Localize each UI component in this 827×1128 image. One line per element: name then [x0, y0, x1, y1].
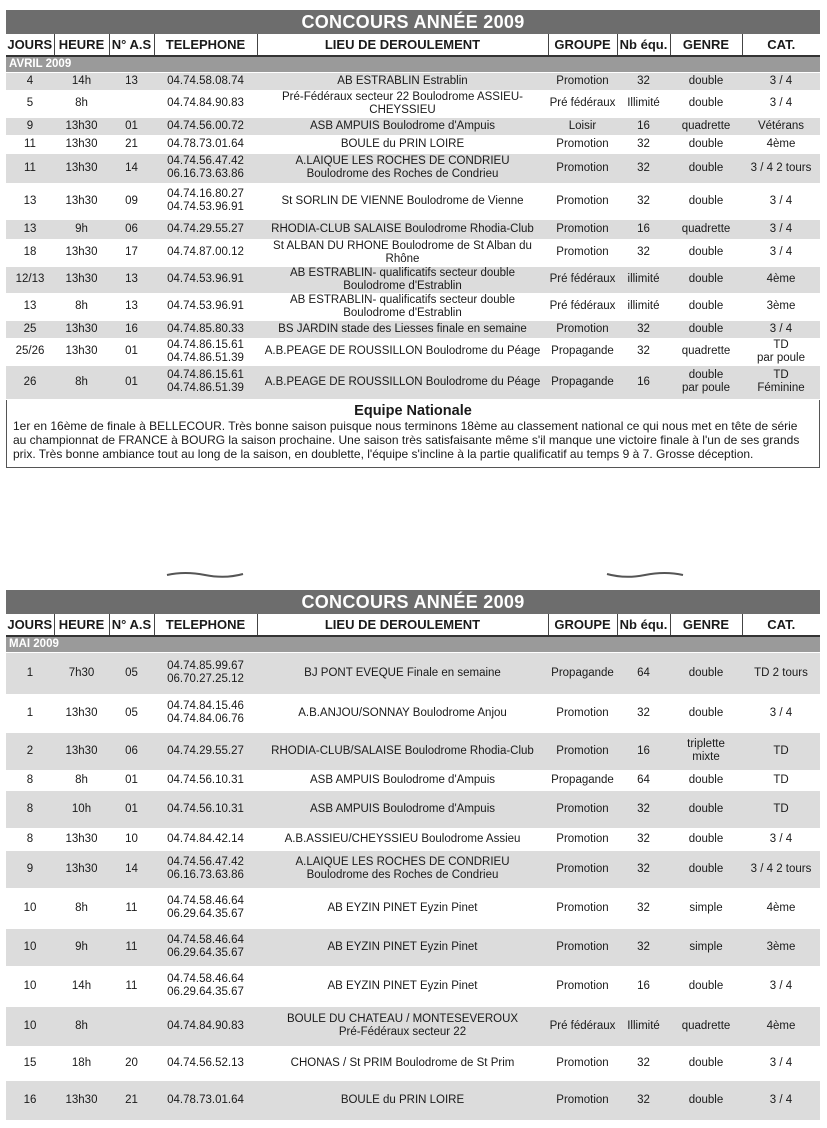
cell-genre: double: [670, 320, 742, 338]
cell-genre: double: [670, 293, 742, 320]
cell-jours: 4: [6, 72, 54, 90]
table-row: [6, 183, 820, 219]
cell-heure: 10h: [54, 790, 109, 828]
cell-categorie: 4ème: [742, 266, 820, 293]
cell-heure: 8h: [54, 365, 109, 399]
cell-categorie: TD 2 tours: [742, 652, 820, 694]
cell-telephone: 04.74.84.90.83: [154, 1006, 257, 1046]
cell-lieu: BOULE du PRIN LOIRE: [257, 135, 548, 153]
cell-jours: 16: [6, 1080, 54, 1120]
cell-lieu: RHODIA-CLUB SALAISE Boulodrome Rhodia-Club: [257, 219, 548, 239]
table-header-row: [6, 34, 820, 56]
table-row: [6, 266, 820, 293]
cell-heure: 13h30: [54, 828, 109, 850]
cell-heure: 8h: [54, 293, 109, 320]
cell-groupe: Pré fédéraux: [548, 266, 617, 293]
header-heure: HEURE: [54, 614, 109, 636]
cell-telephone: 04.74.56.00.72: [154, 117, 257, 135]
cell-groupe: Pré fédéraux: [548, 1006, 617, 1046]
cell-heure: 13h30: [54, 1080, 109, 1120]
cell-groupe: Promotion: [548, 219, 617, 239]
cell-genre: quadrette: [670, 338, 742, 365]
equipe-nationale-title: Equipe Nationale: [354, 402, 472, 419]
cell-categorie: 4ème: [742, 888, 820, 928]
cell-telephone: 04.74.86.15.61 04.74.86.51.39: [154, 338, 257, 365]
cell-lieu: AB ESTRABLIN Estrablin: [257, 72, 548, 90]
cell-nb-equipes: 32: [617, 338, 670, 365]
cell-telephone: 04.74.56.10.31: [154, 770, 257, 790]
cell-nb-equipes: 16: [617, 966, 670, 1006]
cell-genre: double: [670, 1080, 742, 1120]
table-row: [6, 72, 820, 90]
cell-lieu: AB ESTRABLIN- qualificatifs secteur double Boulodrome d'Estrablin: [257, 293, 548, 320]
table-row: [6, 828, 820, 850]
cell-lieu: BS JARDIN stade des Liesses finale en semaine: [257, 320, 548, 338]
cell-numero-as: 11: [109, 966, 154, 1006]
cell-genre: double: [670, 694, 742, 732]
cell-heure: 13h30: [54, 732, 109, 770]
header-categorie: CAT.: [742, 614, 820, 636]
cell-telephone: 04.74.58.46.64 06.29.64.35.67: [154, 928, 257, 966]
cell-heure: 13h30: [54, 850, 109, 888]
month-label: MAI 2009: [6, 636, 820, 652]
cell-genre: double: [670, 828, 742, 850]
cell-numero-as: 14: [109, 153, 154, 183]
cell-numero-as: 06: [109, 219, 154, 239]
cell-numero-as: 05: [109, 652, 154, 694]
cell-groupe: Promotion: [548, 320, 617, 338]
cell-lieu: ASB AMPUIS Boulodrome d'Ampuis: [257, 790, 548, 828]
cell-lieu: A.LAIQUE LES ROCHES DE CONDRIEU Boulodrome des Roches de Condrieu: [257, 153, 548, 183]
header-nb-equipes: Nb équ.: [617, 34, 670, 56]
cell-categorie: TD: [742, 732, 820, 770]
table-row: [6, 320, 820, 338]
equipe-nationale-text: 1er en 16ème de finale à BELLECOUR. Très bonne saison puisque nous terminons 18ème au classement national ce qui nous met en tête de série au championnat de FRANCE à BOURG la saison prochaine. Une saison très satisfaisante même s'il manque une victoire finale à l'un de ses grands prix. Très bonne ambiance tout au long de la saison, en doublette, l'équipe s'incline à la partie qualificatif au temps 9 à 7. Grosse déception.: [13, 418, 800, 461]
cell-lieu: A.LAIQUE LES ROCHES DE CONDRIEU Boulodrome des Roches de Condrieu: [257, 850, 548, 888]
cell-numero-as: [109, 1006, 154, 1046]
cell-groupe: Promotion: [548, 1046, 617, 1080]
cell-categorie: 3 / 4 2 tours: [742, 850, 820, 888]
cell-genre: double: [670, 266, 742, 293]
section-banner: CONCOURS ANNÉE 2009: [6, 590, 820, 614]
cell-numero-as: 20: [109, 1046, 154, 1080]
cell-groupe: Propagande: [548, 652, 617, 694]
header-telephone: TELEPHONE: [154, 34, 257, 56]
cell-numero-as: 11: [109, 928, 154, 966]
cell-genre: double: [670, 770, 742, 790]
table-row: [6, 239, 820, 266]
cell-heure: 13h30: [54, 338, 109, 365]
cell-nb-equipes: 32: [617, 790, 670, 828]
cell-heure: 13h30: [54, 694, 109, 732]
cell-telephone: 04.74.29.55.27: [154, 219, 257, 239]
cell-lieu: A.B.PEAGE DE ROUSSILLON Boulodrome du Péage: [257, 338, 548, 365]
cell-categorie: TD par poule: [742, 338, 820, 365]
cell-heure: 9h: [54, 219, 109, 239]
cell-nb-equipes: 32: [617, 239, 670, 266]
table-row: [6, 928, 820, 966]
cell-genre: double: [670, 90, 742, 117]
cell-numero-as: 13: [109, 266, 154, 293]
cell-numero-as: 01: [109, 338, 154, 365]
cell-nb-equipes: 32: [617, 72, 670, 90]
cell-groupe: Promotion: [548, 888, 617, 928]
cell-nb-equipes: 32: [617, 928, 670, 966]
header-genre: GENRE: [670, 34, 742, 56]
cell-groupe: Promotion: [548, 694, 617, 732]
cell-numero-as: 01: [109, 365, 154, 399]
table-row: [6, 293, 820, 320]
cell-genre: double: [670, 135, 742, 153]
cell-jours: 8: [6, 770, 54, 790]
cell-categorie: 3 / 4: [742, 1080, 820, 1120]
cell-categorie: 3 / 4: [742, 966, 820, 1006]
cell-lieu: ASB AMPUIS Boulodrome d'Ampuis: [257, 770, 548, 790]
cell-numero-as: 01: [109, 770, 154, 790]
cell-lieu: RHODIA-CLUB/SALAISE Boulodrome Rhodia-Club: [257, 732, 548, 770]
cell-telephone: 04.74.16.80.27 04.74.53.96.91: [154, 183, 257, 219]
cell-nb-equipes: 16: [617, 365, 670, 399]
cell-nb-equipes: 16: [617, 117, 670, 135]
cell-telephone: 04.74.85.80.33: [154, 320, 257, 338]
cell-groupe: Promotion: [548, 928, 617, 966]
cell-genre: quadrette: [670, 219, 742, 239]
cell-nb-equipes: 32: [617, 153, 670, 183]
cell-genre: double: [670, 183, 742, 219]
header-numero-as: N° A.S: [109, 614, 154, 636]
cell-groupe: Propagande: [548, 770, 617, 790]
cell-heure: 13h30: [54, 183, 109, 219]
cell-categorie: 4ème: [742, 1006, 820, 1046]
cell-nb-equipes: 32: [617, 850, 670, 888]
table-row: [6, 790, 820, 828]
cell-heure: 13h30: [54, 117, 109, 135]
cell-numero-as: 21: [109, 135, 154, 153]
cell-genre: double par poule: [670, 365, 742, 399]
cell-genre: triplette mixte: [670, 732, 742, 770]
cell-jours: 26: [6, 365, 54, 399]
cell-jours: 10: [6, 966, 54, 1006]
cell-nb-equipes: 32: [617, 694, 670, 732]
cell-numero-as: 01: [109, 117, 154, 135]
cell-groupe: Pré fédéraux: [548, 293, 617, 320]
cell-genre: simple: [670, 928, 742, 966]
cell-numero-as: 16: [109, 320, 154, 338]
cell-heure: 13h30: [54, 266, 109, 293]
cell-telephone: 04.74.29.55.27: [154, 732, 257, 770]
cell-telephone: 04.74.84.42.14: [154, 828, 257, 850]
cell-telephone: 04.74.58.08.74: [154, 72, 257, 90]
cell-groupe: Promotion: [548, 239, 617, 266]
cell-jours: 12/13: [6, 266, 54, 293]
cell-jours: 8: [6, 790, 54, 828]
cell-groupe: Loisir: [548, 117, 617, 135]
cell-genre: double: [670, 1046, 742, 1080]
cell-nb-equipes: 64: [617, 652, 670, 694]
cell-categorie: 3 / 4: [742, 828, 820, 850]
cell-heure: 13h30: [54, 239, 109, 266]
cell-categorie: 3 / 4: [742, 90, 820, 117]
cell-nb-equipes: 16: [617, 219, 670, 239]
cell-telephone: 04.78.73.01.64: [154, 1080, 257, 1120]
cell-groupe: Promotion: [548, 72, 617, 90]
cell-lieu: A.B.PEAGE DE ROUSSILLON Boulodrome du Péage: [257, 365, 548, 399]
cell-nb-equipes: 32: [617, 828, 670, 850]
cell-nb-equipes: illimité: [617, 266, 670, 293]
cell-groupe: Promotion: [548, 1080, 617, 1120]
cell-genre: double: [670, 72, 742, 90]
cell-categorie: 3 / 4: [742, 694, 820, 732]
cell-telephone: 04.74.53.96.91: [154, 266, 257, 293]
cell-telephone: 04.78.73.01.64: [154, 135, 257, 153]
cell-heure: 8h: [54, 888, 109, 928]
cell-jours: 9: [6, 850, 54, 888]
cell-groupe: Promotion: [548, 153, 617, 183]
cell-nb-equipes: 32: [617, 888, 670, 928]
table-row: [6, 1006, 820, 1046]
table-row: [6, 90, 820, 117]
cell-jours: 1: [6, 694, 54, 732]
cell-numero-as: 13: [109, 72, 154, 90]
cell-genre: simple: [670, 888, 742, 928]
cell-lieu: St ALBAN DU RHONE Boulodrome de St Alban du Rhône: [257, 239, 548, 266]
cell-lieu: A.B.ASSIEU/CHEYSSIEU Boulodrome Assieu: [257, 828, 548, 850]
header-nb-equipes: Nb équ.: [617, 614, 670, 636]
section-banner: CONCOURS ANNÉE 2009: [6, 10, 820, 34]
cell-lieu: BOULE DU CHATEAU / MONTESEVEROUX Pré-Fédéraux secteur 22: [257, 1006, 548, 1046]
cell-nb-equipes: 64: [617, 770, 670, 790]
cell-categorie: 3 / 4: [742, 219, 820, 239]
cell-telephone: 04.74.56.52.13: [154, 1046, 257, 1080]
cell-telephone: 04.74.87.00.12: [154, 239, 257, 266]
cell-numero-as: 13: [109, 293, 154, 320]
cell-lieu: AB EYZIN PINET Eyzin Pinet: [257, 966, 548, 1006]
cell-heure: 14h: [54, 966, 109, 1006]
cell-telephone: 04.74.56.47.42 06.16.73.63.86: [154, 850, 257, 888]
cell-telephone: 04.74.86.15.61 04.74.86.51.39: [154, 365, 257, 399]
cell-heure: 13h30: [54, 153, 109, 183]
table-row: [6, 1046, 820, 1080]
cell-heure: 13h30: [54, 135, 109, 153]
table-row: [6, 365, 820, 399]
concours-section-may: [6, 590, 820, 1121]
cell-categorie: TD: [742, 790, 820, 828]
cell-genre: double: [670, 153, 742, 183]
cell-nb-equipes: 32: [617, 135, 670, 153]
cell-jours: 11: [6, 135, 54, 153]
cell-categorie: 3 / 4 2 tours: [742, 153, 820, 183]
cell-nb-equipes: 32: [617, 1046, 670, 1080]
table-row: [6, 694, 820, 732]
cell-heure: 8h: [54, 1006, 109, 1046]
cell-numero-as: 21: [109, 1080, 154, 1120]
cell-lieu: AB EYZIN PINET Eyzin Pinet: [257, 888, 548, 928]
cell-jours: 2: [6, 732, 54, 770]
table-row: [6, 966, 820, 1006]
cell-categorie: TD Féminine: [742, 365, 820, 399]
cell-nb-equipes: 16: [617, 732, 670, 770]
cell-lieu: BJ PONT EVEQUE Finale en semaine: [257, 652, 548, 694]
header-lieu: LIEU DE DEROULEMENT: [257, 34, 548, 56]
cell-telephone: 04.74.85.99.67 06.70.27.25.12: [154, 652, 257, 694]
cell-jours: 13: [6, 219, 54, 239]
cell-heure: 18h: [54, 1046, 109, 1080]
fold-mark-right: [605, 566, 685, 576]
cell-groupe: Promotion: [548, 850, 617, 888]
cell-telephone: 04.74.84.90.83: [154, 90, 257, 117]
cell-jours: 8: [6, 828, 54, 850]
cell-groupe: Promotion: [548, 790, 617, 828]
table-row: [6, 135, 820, 153]
cell-jours: 5: [6, 90, 54, 117]
table-row: [6, 117, 820, 135]
table-row: [6, 850, 820, 888]
cell-genre: double: [670, 652, 742, 694]
cell-genre: double: [670, 790, 742, 828]
cell-lieu: BOULE du PRIN LOIRE: [257, 1080, 548, 1120]
cell-numero-as: 06: [109, 732, 154, 770]
cell-nb-equipes: 32: [617, 183, 670, 219]
cell-telephone: 04.74.58.46.64 06.29.64.35.67: [154, 966, 257, 1006]
cell-groupe: Promotion: [548, 828, 617, 850]
cell-heure: 8h: [54, 90, 109, 117]
cell-groupe: Promotion: [548, 966, 617, 1006]
table-header-row: [6, 614, 820, 636]
cell-categorie: 3ème: [742, 293, 820, 320]
cell-groupe: Promotion: [548, 135, 617, 153]
cell-numero-as: 05: [109, 694, 154, 732]
cell-genre: double: [670, 966, 742, 1006]
header-categorie: CAT.: [742, 34, 820, 56]
cell-groupe: Propagande: [548, 338, 617, 365]
cell-telephone: 04.74.53.96.91: [154, 293, 257, 320]
cell-jours: 25: [6, 320, 54, 338]
table-row: [6, 219, 820, 239]
cell-nb-equipes: 32: [617, 320, 670, 338]
header-lieu: LIEU DE DEROULEMENT: [257, 614, 548, 636]
header-genre: GENRE: [670, 614, 742, 636]
cell-numero-as: 09: [109, 183, 154, 219]
cell-lieu: AB EYZIN PINET Eyzin Pinet: [257, 928, 548, 966]
cell-jours: 10: [6, 928, 54, 966]
cell-lieu: AB ESTRABLIN- qualificatifs secteur double Boulodrome d'Estrablin: [257, 266, 548, 293]
table-row: [6, 732, 820, 770]
cell-heure: 7h30: [54, 652, 109, 694]
cell-categorie: 3 / 4: [742, 239, 820, 266]
cell-numero-as: 14: [109, 850, 154, 888]
cell-groupe: Propagande: [548, 365, 617, 399]
month-row: [6, 56, 820, 72]
cell-categorie: 3 / 4: [742, 1046, 820, 1080]
header-telephone: TELEPHONE: [154, 614, 257, 636]
cell-heure: 8h: [54, 770, 109, 790]
cell-jours: 15: [6, 1046, 54, 1080]
header-groupe: GROUPE: [548, 34, 617, 56]
cell-jours: 10: [6, 888, 54, 928]
equipe-nationale-box: [6, 400, 820, 468]
table-row: [6, 652, 820, 694]
cell-telephone: 04.74.56.10.31: [154, 790, 257, 828]
header-jours: JOURS: [6, 34, 54, 56]
cell-genre: double: [670, 239, 742, 266]
cell-lieu: A.B.ANJOU/SONNAY Boulodrome Anjou: [257, 694, 548, 732]
cell-groupe: Pré fédéraux: [548, 90, 617, 117]
cell-categorie: 3 / 4: [742, 320, 820, 338]
cell-heure: 9h: [54, 928, 109, 966]
cell-telephone: 04.74.58.46.64 06.29.64.35.67: [154, 888, 257, 928]
fold-mark-left: [165, 566, 245, 576]
cell-categorie: Vétérans: [742, 117, 820, 135]
cell-numero-as: 10: [109, 828, 154, 850]
cell-jours: 13: [6, 183, 54, 219]
cell-categorie: 3 / 4: [742, 72, 820, 90]
cell-nb-equipes: illimité: [617, 293, 670, 320]
cell-numero-as: 01: [109, 790, 154, 828]
table-row: [6, 153, 820, 183]
cell-categorie: 3 / 4: [742, 183, 820, 219]
concours-table-may: [6, 614, 820, 1121]
cell-genre: quadrette: [670, 1006, 742, 1046]
cell-heure: 14h: [54, 72, 109, 90]
cell-jours: 13: [6, 293, 54, 320]
cell-lieu: CHONAS / St PRIM Boulodrome de St Prim: [257, 1046, 548, 1080]
cell-heure: 13h30: [54, 320, 109, 338]
cell-jours: 10: [6, 1006, 54, 1046]
cell-jours: 1: [6, 652, 54, 694]
table-row: [6, 888, 820, 928]
cell-lieu: St SORLIN DE VIENNE Boulodrome de Vienne: [257, 183, 548, 219]
concours-section-april: [6, 10, 820, 468]
cell-jours: 9: [6, 117, 54, 135]
cell-numero-as: 11: [109, 888, 154, 928]
cell-genre: quadrette: [670, 117, 742, 135]
month-row: [6, 636, 820, 652]
cell-jours: 25/26: [6, 338, 54, 365]
cell-groupe: Promotion: [548, 183, 617, 219]
cell-jours: 11: [6, 153, 54, 183]
cell-jours: 18: [6, 239, 54, 266]
cell-numero-as: [109, 90, 154, 117]
concours-table-april: [6, 34, 820, 400]
cell-categorie: TD: [742, 770, 820, 790]
cell-lieu: Pré-Fédéraux secteur 22 Boulodrome ASSIEU-CHEYSSIEU: [257, 90, 548, 117]
cell-lieu: ASB AMPUIS Boulodrome d'Ampuis: [257, 117, 548, 135]
cell-numero-as: 17: [109, 239, 154, 266]
table-row: [6, 338, 820, 365]
cell-genre: double: [670, 850, 742, 888]
cell-categorie: 4ème: [742, 135, 820, 153]
month-label: AVRIL 2009: [6, 56, 820, 72]
cell-groupe: Promotion: [548, 732, 617, 770]
header-jours: JOURS: [6, 614, 54, 636]
cell-telephone: 04.74.84.15.46 04.74.84.06.76: [154, 694, 257, 732]
cell-nb-equipes: Illimité: [617, 90, 670, 117]
header-heure: HEURE: [54, 34, 109, 56]
header-groupe: GROUPE: [548, 614, 617, 636]
table-row: [6, 770, 820, 790]
table-row: [6, 1080, 820, 1120]
cell-nb-equipes: Illimité: [617, 1006, 670, 1046]
cell-categorie: 3ème: [742, 928, 820, 966]
cell-nb-equipes: 32: [617, 1080, 670, 1120]
header-numero-as: N° A.S: [109, 34, 154, 56]
cell-telephone: 04.74.56.47.42 06.16.73.63.86: [154, 153, 257, 183]
